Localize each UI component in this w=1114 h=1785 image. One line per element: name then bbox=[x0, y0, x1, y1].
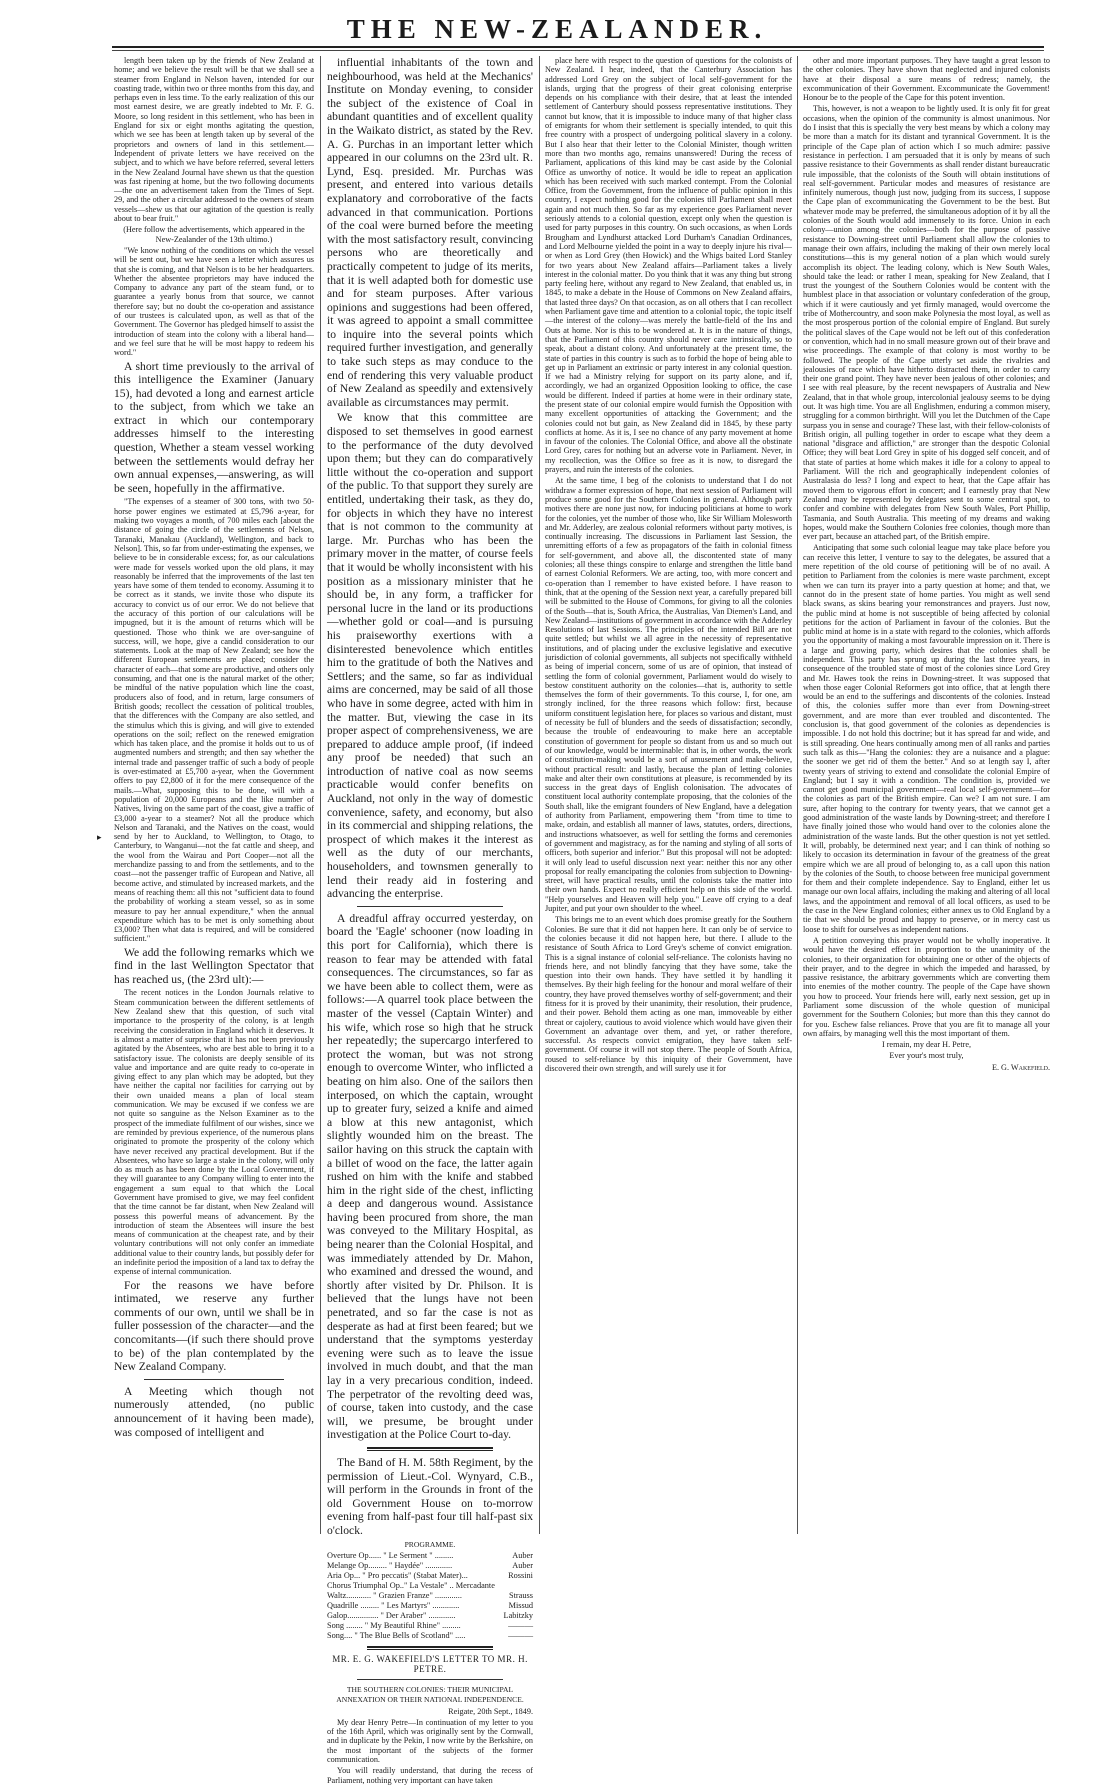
programme-item: Galop............... " Der Araber" ............. Labitzky bbox=[327, 1611, 533, 1621]
section-divider bbox=[357, 906, 503, 907]
letter-paragraph: This, however, is not a weapon to be lightly used. It is only fit for great occasions, when the opinion of the community is almost unanimous. Nor do I insist that this is specially the very best means by which a colony may be more than a match for its distant and tyrannical Government. It is the principle of the Cape plan of action which I so much admire: passive resistance in perfection. I am persuaded that it is only by means of such passive resistance to their Governments as shall render distant bureaucratic rule impossible, that the colonists of the South will obtain institutions of real self-government. Particular modes and measures of resistance are infinitely numerous, though just now, judging from its success, I suppose the Cape plan of excommunicating the Government to be the best. But whatever mode may be preferred, the simultaneous adoption of it by all the colonies of the South would add immensely to its force. Union in each colony—union among the colonies—both for the purpose of passive resistance to Downing-street until Parliament shall allow the colonies to manage their own affairs, including the making of their own merely local constitutions—this is my general notion of a plan which would surely accomplish its object. The leading colony, which is New South Wales, should take the lead: or rather I mean, speaking for New Zealand, that I trust the youngest of the Southern Colonies would be content with the humblest place in that association or voluntary confederation of the group, which if it were cautiously and yet firmly managed, would overcome the tribe of Mothercountry, and soon make Polynesia the most loyal, as well as the most prosperous portion of the colonial empire of England. But surely the political slaves of the Cape would not be left out of this confederation or convention, which had in no small measure grown out of their brave and wise proceedings. The example of that colony is most worthy to be followed. The people of the Cape utterly set aside the rivalries and jealousies of race which have hitherto distracted them, in order to carry their one grand point. They have never been jealous of other colonies; and I see with real pleasure, by the recent newspapers of Australia and New Zealand, that in that whole group, intercolonial jealousy seems to be dying out. It was high time. You are all Englishmen, enduring a common misery, struggling for a common birthright. Will you let the Dutchmen of the Cape surpass you in sense and courage? These last, with their fellow-colonists of British origin, all pulling together in order to escape what they deem a national "disgrace and affliction," are stronger than the despotic Colonial Office; they will beat Lord Grey in spite of his dogged self conceit, and of that state of parties at home which makes it idle for a colony to appeal to Parliament. Will the rich and geographically independent colonies of Australasia do less? I long and expect to hear, that the Cape affair has moved them to vigorous effort in concert; and I earnestly pray that New Zealand may be represented by delegates sent to some central spot, to confer and combine with delegates from New South Wales, Port Phillip, Tasmania, and South Australia. This meeting of my dreams and waking hopes, would make the Southern Colonies free colonies, though more than ever part, because an attached part, of the British empire. bbox=[803, 104, 1050, 542]
letter-title: MR. E. G. WAKEFIELD'S LETTER TO MR. H. PETRE. bbox=[332, 1654, 528, 1674]
section-divider bbox=[357, 1679, 503, 1680]
letter-signature: E. G. Wakefield. bbox=[991, 1062, 1050, 1072]
column-rule-1 bbox=[320, 56, 321, 1534]
masthead-rule-thin bbox=[112, 50, 1044, 51]
column-rule-3 bbox=[797, 56, 798, 1534]
letter-paragraph: other and more important purposes. They have taught a great lesson to the other colonies. They have shown that neglected and injured colonists have at their disposal a sure means of redress; namely, the excommunication of their Government. Excommunicate the Government! Honour be to the people of the Cape for this potent invention. bbox=[803, 56, 1050, 103]
programme-item: Melange Op......... " Haydée" ............. Auber bbox=[327, 1561, 533, 1571]
letter-paragraph: At the same time, I beg of the colonists to understand that I do not withdraw a former expression of hope, that next session of Parliament will produce some good for the Southern Colonies in general. Although party motives there are none just now, for inducing politicians at home to work for the colonies, yet the number of those who, like Sir William Molesworth and Mr. Adderley, are zealous colonial reformers without party motives, is continually increasing. The discussions in Parliament last Session, the unremitting efforts of a few as propagators of the faith in colonial fitness for self-government, and above all, the discontented state of many colonies; all these things conspire to enlarge and strengthen the little band of earnest Colonial Reformers. We are acting, too, with more concert and co-operation than I remember to have existed before. I have reason to think, that at the opening of the Session next year, a carefully prepared bill will be submitted to the House of Commons, for giving to all the colonies of the South—that is, South Africa, the Australias, Van Diemen's Land, and New Zealand—institutions of government in accordance with the Adderley Resolutions of last Sessions. The principles of the intended Bill are not quite settled; but whilst we all agree in the necessity of representative institutions, and of placing under the exclusive legislative and executive jurisdiction of colonial governments, all subjects not specifically withheld as being of imperial concern, some of us are of opinion, that instead of settling the form of colonial government, Parliament would do wisely to bestow constituent authority on the colonies—that is, authority to settle themselves the form of their governments. To this course, I, for one, am strongly inclined, for the three reasons which follow: first, because uniform constituent legislation here, for places so various and distant, must of necessity be full of blunders and the seeds of dissatisfaction; secondly, because the trouble of endeavouring to make here an acceptable constitution of government for people so distant from us and so much out of our knowledge, would be interminable: that is, in other words, the work of constitution-making would be a sort of amusement and make-believe, without practical result: and lastly, because the plan of letting colonies make and alter their own constitutions at pleasure, is recommended by its success in the great days of English colonisation. The advocates of constituent local authority contemplate proposing, that the colonies of the South shall, like the emigrant founders of New England, have a delegation of authority from Parliament, empowering them "from time to time to make, ordain, and establish all manner of laws, statutes, orders, directions, and instructions whatsoever, as well for settling the forms and ceremonies of government and magistracy, as for the naming and styling of all sorts of officers, both superior and inferior." But this proposal will not be adopted: it will only lead to useful discussion next year: neither this nor any other proposal for really emancipating the colonies from subjection to Downing-street, will have practical results, until the colonists take the matter into their own hands. Expect no really efficient help on this side of the world. "Help yourselves and Heaven will help you." Leave off crying to a deaf Jupiter, and put your own shoulder to the wheel. bbox=[545, 476, 792, 914]
column-2 bbox=[327, 56, 533, 1785]
letter-closing: Ever your's most truly, bbox=[889, 1051, 964, 1061]
masthead: THE NEW-ZEALANDER. bbox=[346, 14, 768, 44]
letter-subtitle: THE SOUTHERN COLONIES: THEIR MUNICIPAL ANNEXATION OR THEIR NATIONAL INDEPENDENCE. bbox=[336, 1685, 524, 1704]
affray-paragraph: A dreadful affray occurred yesterday, on board the 'Eagle' schooner (now loading in this port for California), which there is reason to fear may be attended with fatal consequences. The circumstances, so far as we have been able to collect them, were as follows:—A quarrel took place between the master of the vessel (Captain Winter) and his wife, which rose so high that he struck her repeatedly; the supercargo interfered to protect the woman, but was not strong enough to overcome Winter, who inflicted a beating on him also. One of the sailors then interposed, on which the captain, wrought up to greater fury, seized a knife and aimed a blow at this new antagonist, which slightly wounded him on the breast. The sailor having on this struck the captain with a billet of wood on the face, the latter again rushed on him with the knife and stabbed him in the right side of the chest, inflicting a deep and dangerous wound. Assistance having been procured from shore, the man was conveyed to the Military Hospital, as being nearer than the Colonial Hospital, and was immediately attended by Dr. Mahon, who examined and dressed the wound, and shortly after visited by Dr. Philson. It is believed that the lungs have not been penetrated, and so far the case is not as desperate as had at first been feared; but we understand that the symptoms yesterday evening were such as to leave the issue involved in much doubt, and that the man lay in a very precarious condition, indeed. The perpetrator of the revolting deed was, of course, taken into custody, and the case will, we presume, be brought under investigation at the Police Court to-day. bbox=[327, 911, 533, 1442]
section-divider bbox=[144, 1379, 284, 1380]
coal-meeting-paragraph: A Meeting which though not numerously attended, (no public announcement of it having been made), was composed of intelligent and bbox=[114, 1384, 314, 1439]
closing-remarks-paragraph: For the reasons we have before intimated, we reserve any further comments of our own, until we shall be in fuller possession of the character—and the concomitants—(if such there should prove to be) of the plan contemplated by the New Zealand Company. bbox=[114, 1278, 314, 1374]
coal-meeting-continued: influential inhabitants of the town and neighbourhood, was held at the Mechanics' Institute on Monday evening, to consider the subject of the existence of Coal in abundant quantities and of excellent quality in the Waikato district, as stated by the Rev. A. G. Purchas in an important letter which appeared in our columns on the 23rd ult. R. Lynd, Esq. presided. Mr. Purchas was present, and entered into various details explanatory and corroborative of the facts advanced in that communication. Portions of the coal were burned before the meeting with the most satisfactory result, convincing persons who are theoretically and practically competent to judge of its merits, that it is well adapted both for domestic use and for steam purposes. After various opinions and suggestions had been offered, it was agreed to appoint a small committee to inquire into the several points which required further investigation, and generally to take such steps as may conduce to the end of rendering this very valuable product of New Zealand as speedily and extensively available as circumstances may permit. bbox=[327, 56, 533, 409]
margin-mark: ▸ bbox=[97, 832, 102, 842]
programme-item: Aria Op... " Pro peccatis" (Stabat Mater)... Rossini bbox=[327, 1571, 533, 1581]
band-notice-paragraph: The Band of H. M. 58th Regiment, by the permission of Lieut.-Col. Wynyard, C.B., will perform in the Grounds in front of the old Government House on to-morrow evening from half-past four till half-past six o'clock. bbox=[327, 1455, 533, 1537]
programme-item: Song.... " The Blue Bells of Scotland" ..... ——— bbox=[327, 1631, 533, 1641]
steam-article-paragraph: "We know nothing of the conditions on which the vessel will be sent out, but we have seen a letter which assures us that she is coming, and that Nelson is to be her headquarters. Whether the absentee proprietors may have induced the Company to advance any part of the steam fund, or to guarantee a yearly bonus from that source, we cannot therefore say; but no doubt the co-operation and assistance of our trustees is calculated upon, as well as that of the Government. The Governor has pledged himself to assist the introduction of steam into the colony with a liberal hand—and we feel sure that he will be most happy to redeem his word." bbox=[114, 245, 314, 358]
letter-paragraph: place here with respect to the question of questions for the colonists of New Zealand. I hear, indeed, that the Canterbury Association has addressed Lord Grey on the subject of local self-government for the islands, urging that the progress of their great colonising enterprise depends on his compliance with their desire, that at least the intended settlement of Canterbury should possess representative institutions. They cannot but know, that it is impossible to induce many of that higher class of emigrants for whom their settlement is specially intended, to quit this free country with a prospect of undergoing political slavery in a colony. But I also hear that their letter to the Colonial Minister, though written more than two months ago, remains unanswered! During the recess of Parliament, applications of this kind may be cast aside by the Colonial Office as unworthy of notice. It would be idle to repeat an application which has been received with such marked contempt. From the Colonial Office, from the Government, from the influence of public opinion in this country, I expect nothing good for the colonies till Parliament shall meet again and not much then. So far as my experience goes Parliament never seriously attends to a colonial question, except only when the question is used for party purposes in this country. On such occasions, as when Lords Brougham and Lyndhurst attacked Lord Durham's Canadian Ordinances, and Lord Melbourne yielded the point in a way to deeply injure his rival—or when as Lord Grey (then Howick) and the Whigs baited Lord Stanley for two years about New Zealand affairs—Parliament takes a lively interest in the colonial matter. Do you think that it was any thing but strong party feeling here, without any regard to New Zealand, that enabled us, in 1845, to make a debate in the House of Commons on New Zealand affairs, that lasted three days? On that occasion, as on all others that I can recollect when Parliament gave time and attention to a colonial topic, the topic itself—the interest of the colony—was merely the battle-field of the Ins and Outs at home. Nor is this to be wondered at. It is in the nature of things, that the Parliament of this country should never care intrinsically, so to speak, about a distant colony. And unfortunately at the present time, the state of parties in this country is such as to forbid the hope of being able to get up in Parliament an extrinsic or party interest in any colonial question. If we had a Ministry relying for support on its party alone, and if, accordingly, we had an organized Opposition looking to office, the case would be different. Indeed if parties at home were in their ordinary state, the present state of our colonial empire would furnish the Opposition with many excellent opportunities of attacking the Government; and the colonies could not but gain, as New Zealand did in 1845, by these party conflicts at home. As it is, I see no chance of any party movement at home in favour of the colonies. The Colonial Office, and above all the obstinate Lord Grey, cares for nothing but an adverse vote in Parliament. Never, in my recollection, was the Office so free as it is now, to disregard the prayers, and ruin the interests of the colonies. bbox=[545, 56, 792, 475]
letter-closing: I remain, my dear H. Petre, bbox=[881, 1040, 972, 1050]
letter-paragraph: You will readily understand, that during the recess of Parliament, nothing very important can have taken bbox=[327, 1766, 533, 1785]
programme-item: Chorus Triumphal Op.." La Vestale" .. Mercadante bbox=[327, 1581, 495, 1591]
letter-dateline: Reigate, 20th Sept., 1849. bbox=[448, 1706, 533, 1716]
programme-item: Quadrille ......... " Les Martyrs" ............. Missud bbox=[327, 1601, 533, 1611]
column-1 bbox=[114, 56, 314, 1534]
programme-item: Overture Op...... " Le Serment " ......... Auber bbox=[327, 1551, 533, 1561]
steam-article-paragraph: length been taken up by the friends of New Zealand at home; and we believe the result will be that we shall see a steamer from England in Nelson haven, intended for our coasting trade, within two or three months from this day, and perhaps even in less time. To the early realization of this our most earnest desire, we are greatly indebted to Mr. F. G. Moore, so long resident in this settlement, who has been in England for six or eight months agitating the question, which we see has been at length taken up by several of the proprietors and owners of land in this settlement.—Independent of private letters we have received on the subject, and to which we have before referred, several letters in the New Zealand Journal have shewn us that the question was fast ripening at home, but the two following documents—the one an advertisement taken from the Times of Sept. 29, and the other a circular addressed to the owners of steam vessels—shew us that our agitation of the question is really about to bear fruit." bbox=[114, 56, 314, 224]
column-3 bbox=[545, 56, 792, 1534]
examiner-intro-paragraph: A short time previously to the arrival of this intelligence the Examiner (January 15), had devoted a long and earnest article to the subject, from which we take an extract in which our contemporary addresses himself to the interesting question, Whether a steam vessel working between the settlements would defray her own annual expenses,—answering, as will be seen, hopefully in the affirmative. bbox=[114, 359, 314, 495]
column-4 bbox=[803, 56, 1050, 1534]
section-divider bbox=[367, 1450, 493, 1451]
masthead-rule bbox=[112, 46, 1044, 48]
programme-item: Song ........ " My Beautiful Rhine" ......... ——— bbox=[327, 1621, 533, 1631]
spectator-extract-paragraph: The recent notices in the London Journals relative to Steam communication between the different settlements of New Zealand shew that this question, of such vital importance to the prosperity of the colony, is at length receiving the consideration in England which it deserves. It is almost a matter of surprise that it has not been previously agitated by the Absentees, who are best able to bring it to a satisfactory issue. The colonists are deeply sensible of its value and importance and are quite ready to co-operate in giving effect to any plan which may be adopted, but they have neither the capital nor facilities for carrying out by their own unaided means a plan of local steam communication. We may be excused if we confess we are not quite so sanguine as the Nelson Examiner as to the prospect of the immediate fulfilment of our wishes, since we are reminded by previous experience, of the numerous plans originated to promote the prosperity of the colony which have never received any practical development. But if the Absentees, who have so large a stake in the colony, will only do as much as has been done by the Local Government, if they will guarantee to any Company willing to enter into the engagement a sum equal to that which the Local Government have promised to give, we may feel confident that the time cannot be far distant, when New Zealand will possess this powerful means of advancement. By the introduction of steam the Absentees will insure the best means of communication at the cheapest rate, and by their voluntary contributions will not only confer an immediate additional value to their country lands, but possibly defer for an indefinite period the imposition of a land tax to defray the expense of internal communication. bbox=[114, 988, 314, 1277]
spectator-intro-paragraph: We add the following remarks which we find in the last Wellington Spectator that has reached us, (the 23rd ult):— bbox=[114, 945, 314, 986]
section-divider bbox=[367, 1646, 493, 1648]
programme-title: PROGRAMME. bbox=[404, 1539, 456, 1549]
steam-article-note: (Here follow the advertisements, which appeared in the New-Zealander of the 13th ultimo.) bbox=[123, 225, 305, 244]
letter-paragraph: A petition conveying this prayer would not be wholly inoperative. It would have the desired effect in proportion to the unanimity of the colonies, to their organization for obtaining one or other of the objects of their prayer, and to the degree in which the impeded and harassed, by passive resistance, the arbitrary governments which are converting them into enemies of the mother country. The people of the Cape have shown you how to proceed. Your friends here will, early next session, get up in Parliament some discussion of the whole question of municipal government for the Southern Colonies; but more than this they cannot do for you. Eschew false reliances. Prove that you are fit to manage all your own affairs, by managing well this the most important of them. bbox=[803, 935, 1050, 1038]
examiner-extract-paragraph: "The expenses of a steamer of 300 tons, with two 50-horse power engines we estimated at £5,796 a-year, for making two voyages a month, of 700 miles each [about the distance of going the circle of the settlements of Nelson, Taranaki, Manakau (Auckland), Wellington, and back to Nelson]. This, so far from under-estimating the expenses, we believe to be in considerable excess; for, as our calculations were made for vessels worked upon the old plans, it may reasonably be inferred that the improvements of the last ten years have some of them tended to economy. Assuming it to be correct as it stands, we invite those who dispute its accuracy to convict us of our error. We do not believe that the accuracy of this portion of our calculations will be impugned, but it is the amount of returns which will be questioned. Those who think we are over-sanguine of success, will, we hope, give a candid consideration to our statements. Look at the map of New Zealand; see how the different European settlements are placed; consider the character of each—that some are productive, and others only consuming, and that one is the natural market of the other; be mindful of the native population which line the coast, producers also of food, and in return, large consumers of British goods; recollect the cessation of political troubles, that the differences with the Company are also settled, and the stimulus which this is giving, and will give to extended operations on the soil; reflect on the renewed emigration which has taken place, and the promise it holds out to us of augmented numbers and strength; and then say whether the internal trade and passenger traffic of such a body of people is over-estimated at £5,700 a-year, when the Government offers to pay £2,800 of it for the mere consequence of the mails.—What, supposing this to be done, will with a population of 20,000 Europeans and the like number of Natives, living on the same part of the coast, give a traffic of £3,000 a-year to a steamer? Not all the produce which Nelson and Taranaki, and the Natives on the coast, would send by her to Auckland, to Wellington, to Otago, to Canterbury, to Wanganui—not the fat cattle and sheep, and the wool from the Wairau and Port Cooper—not all the merchandize passing to and from the settlements, and to the coast—not the passenger traffic of European and Native, all become active, and stimulated by increased markets, and the means of reaching them: all this not "sufficient data to found the probability of working a steam vessel, so as in some measure to pay her annual expenditure," when the annual expenditure which has to be met is only something about £3,000? Then what data is required, and will be considered sufficient." bbox=[114, 497, 314, 944]
letter-paragraph: Anticipating that some such colonial league may take place before you can receive this letter, I venture to say to the delegates, be assured that a mere repetition of the old course of petitioning will be of no avail. A petition to Parliament from the colonies is mere waste parchment, except when we can turn its prayer into a party question at home; and that, we cannot do in the present state of home parties. You might as well send black swans, as skins bearing your remonstrances and prayers. Just now, the public mind at home is not susceptible of being affected by colonial petitions for the action of Parliament in favour of the colonies. But the public mind at home is in a state with regard to the colonies, which affords you the opportunity of making a most favourable impression on it. There is a large and growing party, which desires that the colonies shall be independent. This party has sprung up during the last three years, in consequence of the troubled state of most of the colonies since Lord Grey and Mr. Hawes took the reins in Downing-street. It was supposed that when those eager Colonial Reformers got into office, that at length there would be an end to the sufferings and discontents of the colonies. Instead of this, the colonies suffer more than ever from Downing-street government, and are more than ever troubled and discontented. The conclusion is, that good government of the colonies as dependencies is impossible. I do not hold this doctrine; but it has spread far and wide, and is still spreading. One hears continually among men of all ranks and parties such talk as this—"Hang the colonies: they are a nuisance and a plague: the sooner we get rid of them the better." And so at length say I, after twenty years of striving to extend and consolidate the colonial Empire of England; but I say it with a condition. The condition is, provided we cannot get good municipal government—real local self-government—for the colonies as part of the British empire. Can we? I am not sure. I am sure, after hoping to the contrary for twenty years, that we cannot get a good administration of the waste lands by Downing-street; and therefore I have finally joined those who would hand over to the colonies alone the administration of the waste lands. But the other question is not yet settled. It will, probably, be determined next year; and I can think of nothing so likely to occasion its determination in favour of the greatness of the great empire which we are all proud of belonging to, as a call upon this nation by the colonies of the South, to choose between free municipal government for them and their complete independence. Say to England, either let us manage our own local affairs, including the making and altering of all local laws, and the appointment and removal of all local officers, as used to be the case in the New England colonies; either annex us to Old England by a tie that we should be proud and happy to preserve, or in mercy cast us loose to shift for ourselves as independent nations. bbox=[803, 543, 1050, 934]
programme-list bbox=[327, 1551, 533, 1641]
letter-paragraph: My dear Henry Petre—In continuation of my letter to you of the 16th April, which was originally sent by the Cornwall, and in duplicate by the Pekin, I now write by the Berkshire, on the most important of the subjects of the former communication. bbox=[327, 1717, 533, 1764]
programme-item: Waltz............ " Grazien Franze" ............. Strauss bbox=[327, 1591, 533, 1601]
letter-paragraph: This brings me to an event which does promise greatly for the Southern Colonies. Be sure that it did not happen here. It can only be of service to the colonies because it did not happen here, but there. I allude to the resistance of South Africa to Lord Grey's scheme of convict emigration. This is a signal instance of colonial self-reliance. The colonists having no friends here, and not blindly fancying that they have some, take the question into their own hands. They have settled it by handling it themselves. By their high feeling for the honour and moral welfare of their country, they have proved themselves worthy of self-government; and their fitness for it is proved by their unanimity, their resolution, their prudence, and their power. Behold them acting as one man, immoveable by either threat or cajolery, cautious to avoid violence which would have given their Government an advantage over them, and yet, or rather therefore, successful. As respects convict emigration, they have taken self-government. Of course it will not stop there. The people of South Africa, roused to self-reliance by this iniquity of their Government, have discovered their own strength, and will surely use it for bbox=[545, 915, 792, 1074]
column-rule-2 bbox=[539, 56, 540, 1534]
coal-committee-paragraph: We know that this committee are disposed to set themselves in good earnest to the performance of the duty devolved upon them; but they can do comparatively little without the co-operation and support of the public. To that support they surely are entitled, undertaking their task, as they do, for objects in which they have no interest that is not common to the community at large. Mr. Purchas who has been the primary mover in the matter, of course feels that it would be wholly inconsistent with his position as a missionary minister that he should be, in any form, a trafficker for personal lucre in the land or its productions—whether gold or coal—and is pursuing his praiseworthy exertions with a disinterested benevolence which entitles him to the gratitude of both the Natives and Settlers; and the same, so far as individual aims are concerned, may be said of all those who have in some degree, acted with him in the matter. But, viewing the case in its proper aspect of comprehensiveness, we are prepared to adduce ample proof, (if indeed any proof be needed) that such an introduction of native coal as now seems practicable would confer benefits on Auckland, not only in the way of domestic convenience, safety, and economy, but also in its commercial and shipping relations, the prospect of which makes it the interest as well as the duty of our merchants, householders, and townsmen generally to lend their ready aid in fostering and advancing the enterprise. bbox=[327, 411, 533, 901]
section-divider bbox=[367, 1649, 493, 1650]
section-divider bbox=[367, 1447, 493, 1449]
